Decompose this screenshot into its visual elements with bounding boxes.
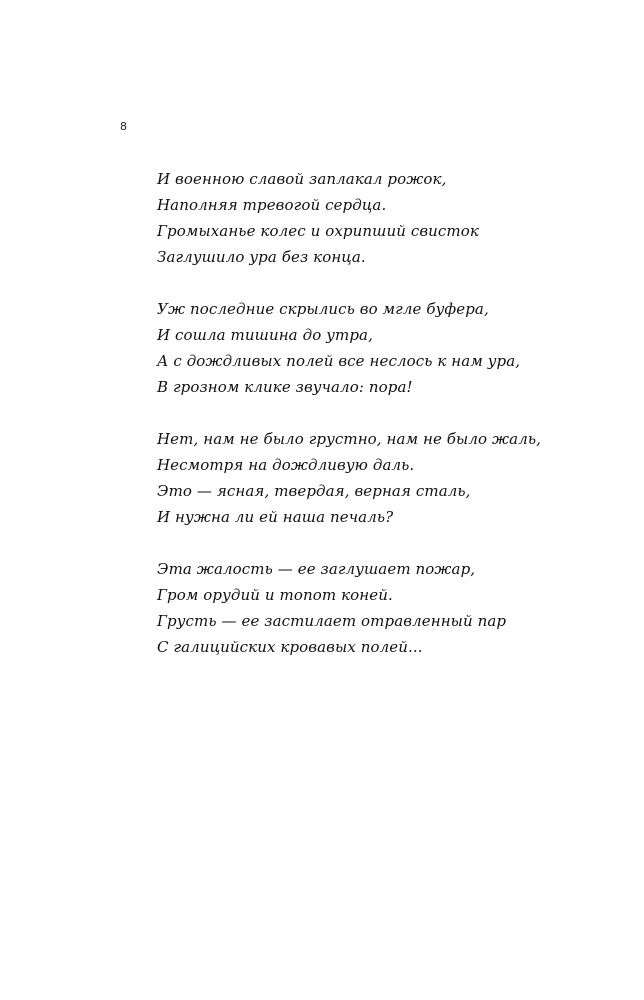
poem-line: А с дождливых полей все неслось к нам ура, xyxy=(157,352,521,370)
poem-line: Нет, нам не было грустно, нам не было жаль, xyxy=(157,430,542,448)
poem xyxy=(157,166,617,660)
poem-line: В грозном клике звучало: пора! xyxy=(157,378,413,396)
poem-line: И сошла тишина до утра, xyxy=(157,326,373,344)
poem-line: С галицийских кровавых полей... xyxy=(157,638,423,656)
poem-line: Уж последние скрылись во мгле буфера, xyxy=(157,300,489,318)
poem-line: И нужна ли ей наша печаль? xyxy=(157,508,394,526)
stanza-4 xyxy=(157,556,617,660)
stanza-2 xyxy=(157,296,617,400)
stanza-1 xyxy=(157,166,617,270)
poem-line: Грусть — ее застилает отравленный пар xyxy=(157,612,507,630)
poem-line: И военною славой заплакал рожок, xyxy=(157,170,447,188)
poem-line: Гром орудий и топот коней. xyxy=(157,586,393,604)
poem-line: Это — ясная, твердая, верная сталь, xyxy=(157,482,471,500)
poem-line: Заглушило ура без конца. xyxy=(157,248,366,266)
stanza-3 xyxy=(157,426,617,530)
poem-line: Громыханье колес и охрипший свисток xyxy=(157,222,479,240)
poem-line: Наполняя тревогой сердца. xyxy=(157,196,387,214)
page-number: 8 xyxy=(120,120,127,133)
poem-line: Эта жалость — ее заглушает пожар, xyxy=(157,560,476,578)
poem-line: Несмотря на дождливую даль. xyxy=(157,456,415,474)
